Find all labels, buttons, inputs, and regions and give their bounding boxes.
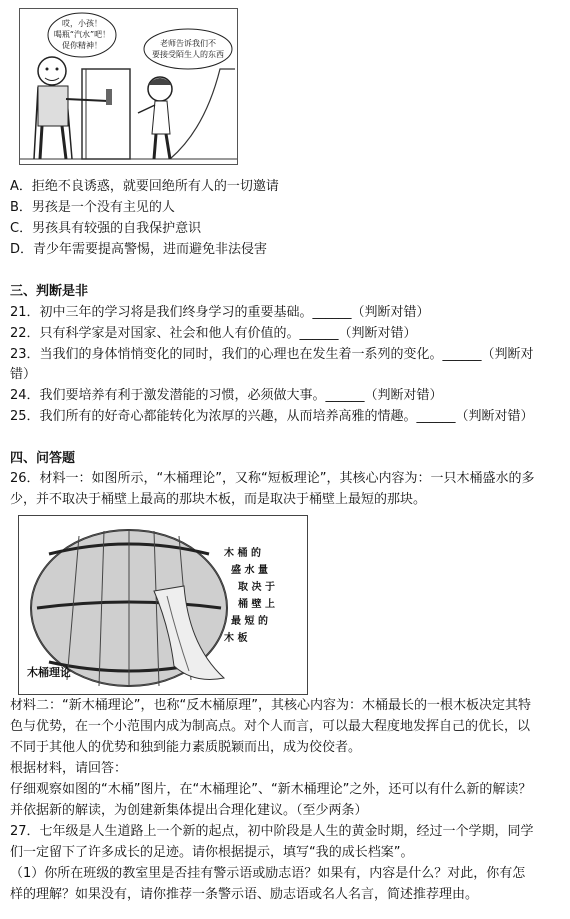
barrel-text-line-5: 最 短 的: [231, 616, 268, 627]
prompt-line: 根据材料，请回答：: [10, 761, 128, 776]
material-2-line-2: 色与优势，在一个小范围内成为制高点。对个人而言，可以最大程度地发挥自己的优长，以: [10, 719, 531, 734]
cartoon-figure: [19, 8, 238, 165]
question-26-line-2: 少，并不取决于桶壁上最高的那块木板，而是取决于桶壁上最短的那块。: [10, 492, 427, 507]
barrel-illustration: [19, 516, 307, 694]
question-27-sub-1-line-1: （1）你所在班级的教室里是否挂有警示语或励志语？如果有，内容是什么？对此，你有怎: [10, 866, 526, 881]
barrel-text-line-1: 木 桶 的: [224, 548, 261, 559]
man-speech-line-2: 喝瓶“汽水”吧！: [53, 30, 111, 39]
question-25: 25．我们所有的好奇心都能转化为浓厚的兴趣，从而培养高雅的情趣。______（判断对错）: [10, 409, 534, 424]
question-22: 22．只有科学家是对国家、社会和他人有价值的。______（判断对错）: [10, 326, 417, 341]
question-21: 21．初中三年的学习将是我们终身学习的重要基础。______（判断对错）: [10, 305, 430, 320]
question-26-line-1: 26．材料一：如图所示，“木桶理论”，又称“短板理论”，其核心内容为：一只木桶盛水的多: [10, 471, 535, 486]
question-27-line-2: 们一定留下了许多成长的足迹。请你根据提示，填写“我的成长档案”。: [10, 845, 414, 860]
question-27-sub-1-line-2: 样的理解？如果没有，请你推荐一条警示语、励志语或名人名言，简述推荐理由。: [10, 887, 479, 902]
question-26-task-2: 并依据新的解读，为创建新集体提出合理化建议。（至少两条）: [10, 803, 368, 818]
question-27-line-1: 27．七年级是人生道路上一个新的起点，初中阶段是人生的黄金时期，经过一个学期，同学: [10, 824, 534, 839]
question-26-task-1: 仔细观察如图的“木桶”图片，在“木桶理论”、“新木桶理论”之外，还可以有什么新的解读？: [10, 782, 532, 797]
material-2-line-1: 材料二：“新木桶理论”，也称“反木桶原理”，其核心内容为：木桶最长的一根木板决定其特: [10, 698, 531, 713]
section-4-heading: 四、问答题: [10, 451, 76, 466]
material-2-line-3: 不同于其他人的优势和独到能力素质脱颖而出，成为佼佼者。: [10, 740, 362, 755]
cartoon-illustration: [20, 9, 237, 164]
boy-speech-line-1: 老师告诉我们不: [160, 39, 216, 48]
section-3-heading: 三、判断是非: [10, 284, 89, 299]
barrel-text-line-4: 桶 壁 上: [238, 599, 275, 610]
barrel-text-line-3: 取 决 于: [238, 582, 275, 593]
question-23-continued: 错）: [10, 367, 37, 382]
barrel-figure: [18, 515, 308, 695]
barrel-text-line-2: 盛 水 量: [231, 565, 268, 576]
option-b: B．男孩是一个没有主见的人: [10, 200, 175, 215]
boy-speech-line-2: 要接受陌生人的东西: [152, 50, 224, 59]
barrel-text-line-6: 木 板: [224, 633, 248, 644]
question-23: 23．当我们的身体悄悄变化的同时，我们的心理也在发生着一系列的变化。______（判断对: [10, 347, 534, 362]
option-c: C．男孩具有较强的自我保护意识: [10, 221, 202, 236]
option-d: D．青少年需要提高警惕，进而避免非法侵害: [10, 242, 268, 257]
option-a: A．拒绝不良诱惑，就要回绝所有人的一切邀请: [10, 179, 279, 194]
barrel-caption: 木桶理论: [27, 666, 71, 679]
question-24: 24．我们要培养有利于激发潜能的习惯，必须做大事。______（判断对错）: [10, 388, 443, 403]
man-speech-line-3: 促你精神！: [62, 41, 102, 50]
man-speech-line-1: 哎，小孩！: [62, 19, 102, 28]
